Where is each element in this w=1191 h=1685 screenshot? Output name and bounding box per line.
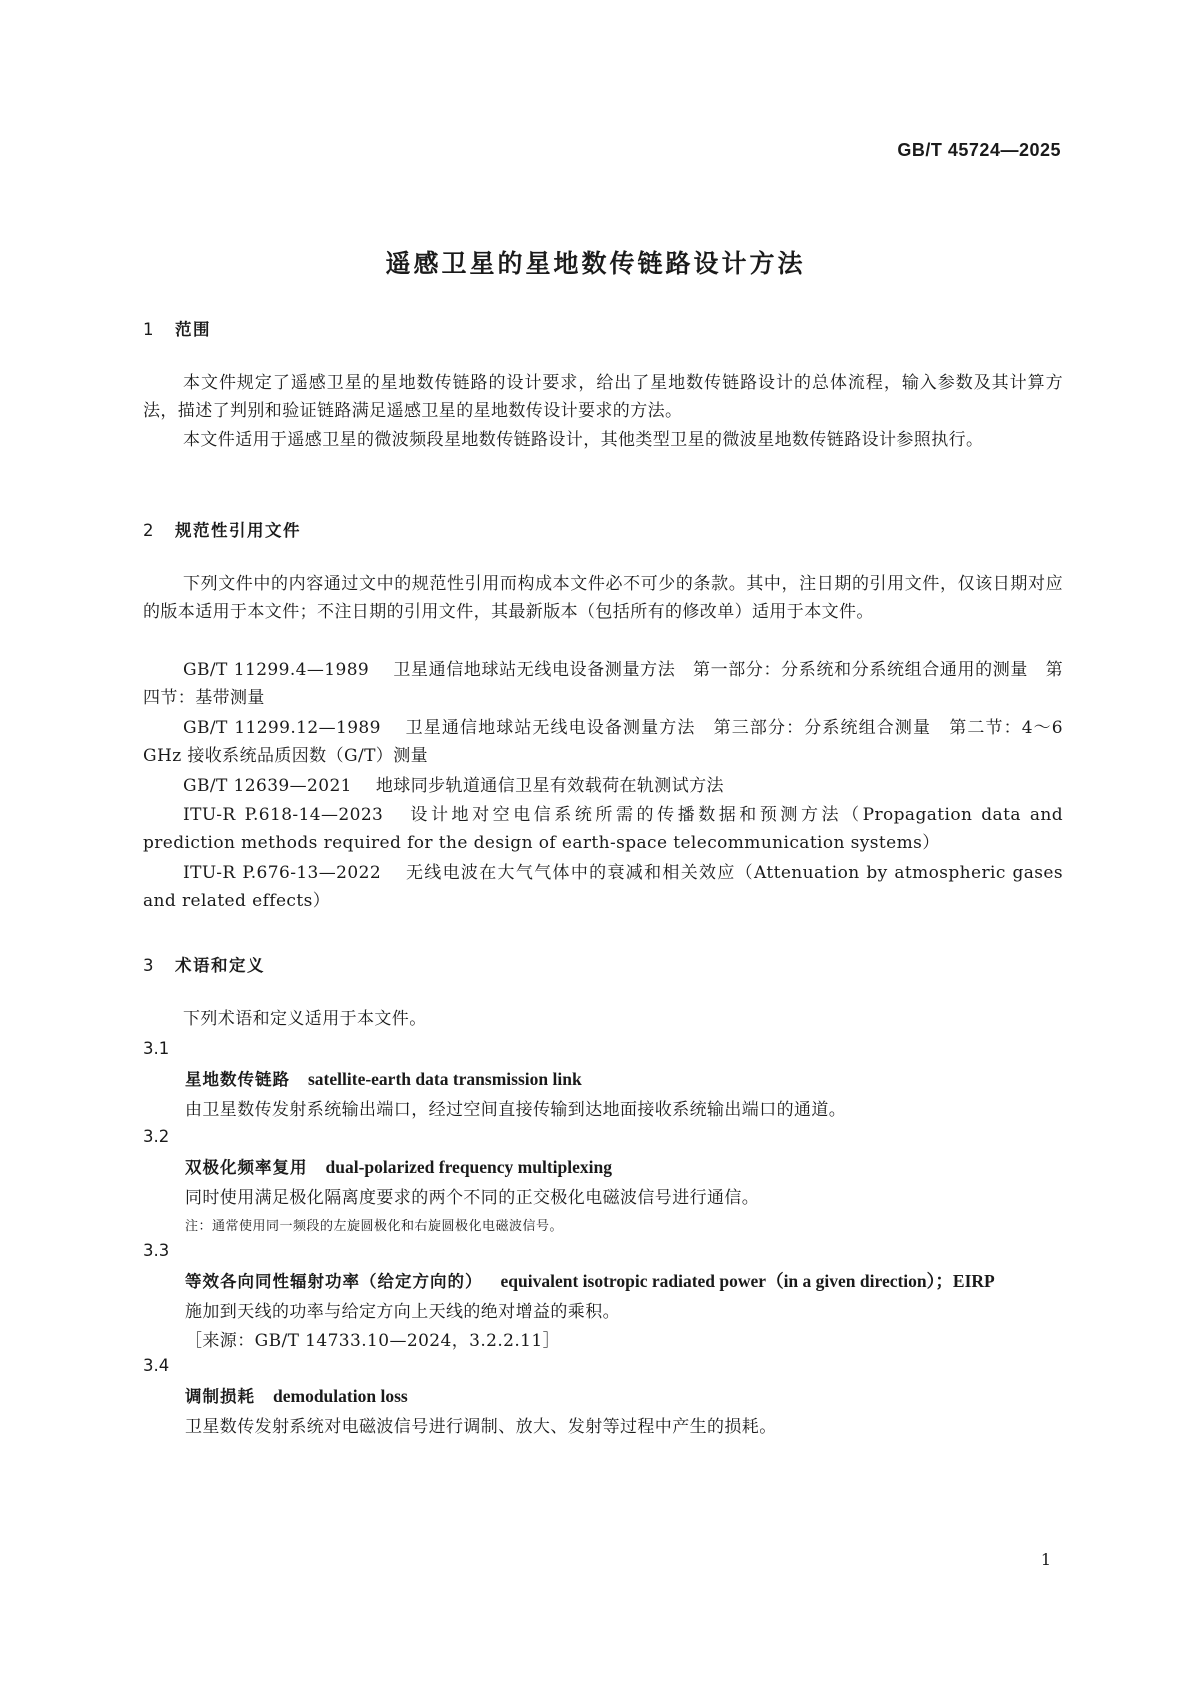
term-definition: 同时使用满足极化隔离度要求的两个不同的正交极化电磁波信号进行通信。 bbox=[185, 1188, 760, 1208]
reference-code: ITU-R P.618-14—2023 bbox=[183, 805, 384, 825]
term-heading bbox=[185, 1268, 995, 1293]
section-number: 2 bbox=[143, 521, 155, 540]
term-chinese: 双极化频率复用 bbox=[185, 1158, 308, 1177]
term-source: ［来源：GB/T 14733.10—2024，3.2.2.11］ bbox=[185, 1331, 561, 1351]
reference-title: 无线电波在大气气体中的衰减和相关效应（Attenuation by atmospheric gases and related effects） bbox=[143, 863, 1063, 911]
term-definition: 由卫星数传发射系统输出端口，经过空间直接传输到达地面接收系统输出端口的通道。 bbox=[185, 1100, 847, 1120]
term-heading bbox=[185, 1066, 582, 1090]
reference-code: ITU-R P.676-13—2022 bbox=[183, 863, 382, 883]
standard-code: GB/T 45724—2025 bbox=[897, 140, 1061, 160]
term-number: 3.3 bbox=[143, 1241, 170, 1260]
term-chinese: 星地数传链路 bbox=[185, 1070, 290, 1089]
term-heading bbox=[185, 1154, 612, 1178]
reference-title: 卫星通信地球站无线电设备测量方法 第一部分：分系统和分系统组合通用的测量 第四节：基带测量 bbox=[143, 660, 1064, 708]
section-1-heading bbox=[143, 316, 211, 340]
scope-paragraph-2: 本文件适用于遥感卫星的微波频段星地数传链路设计，其他类型卫星的微波星地数传链路设计参照执行。 bbox=[183, 430, 984, 450]
term-number: 3.1 bbox=[143, 1039, 170, 1058]
reference-entry bbox=[143, 859, 1063, 915]
reference-title: 地球同步轨道通信卫星有效载荷在轨测试方法 bbox=[375, 776, 724, 796]
reference-code: GB/T 11299.12—1989 bbox=[183, 718, 381, 738]
section-title: 范围 bbox=[175, 320, 211, 339]
term-definition: 施加到天线的功率与给定方向上天线的绝对增益的乘积。 bbox=[185, 1302, 620, 1322]
term-english: equivalent isotropic radiated power（in a given direction）；EIRP bbox=[500, 1271, 995, 1291]
term-definition: 卫星数传发射系统对电磁波信号进行调制、放大、发射等过程中产生的损耗。 bbox=[185, 1417, 777, 1437]
section-number: 3 bbox=[143, 956, 155, 975]
term-english: satellite-earth data transmission link bbox=[308, 1069, 582, 1089]
reference-title: 卫星通信地球站无线电设备测量方法 第三部分：分系统组合测量 第二节：4～6 GHz 接收系统品质因数（G/T）测量 bbox=[143, 718, 1064, 766]
term-english: demodulation loss bbox=[273, 1386, 408, 1406]
page-number: 1 bbox=[1040, 1550, 1051, 1569]
reference-entry bbox=[143, 801, 1063, 857]
reference-entry bbox=[143, 714, 1063, 770]
reference-entry bbox=[143, 656, 1063, 712]
scope-paragraph-1: 本文件规定了遥感卫星的星地数传链路的设计要求，给出了星地数传链路设计的总体流程，输入参数及其计算方法，描述了判别和验证链路满足遥感卫星的星地数传设计要求的方法。 bbox=[143, 373, 1063, 421]
reference-code: GB/T 11299.4—1989 bbox=[183, 660, 370, 680]
term-english: dual-polarized frequency multiplexing bbox=[325, 1157, 612, 1177]
section-title: 规范性引用文件 bbox=[175, 521, 301, 540]
document-title: 遥感卫星的星地数传链路设计方法 bbox=[385, 249, 806, 278]
term-chinese: 调制损耗 bbox=[185, 1387, 255, 1406]
section-title: 术语和定义 bbox=[175, 956, 265, 975]
term-number: 3.2 bbox=[143, 1127, 170, 1146]
term-heading bbox=[185, 1383, 408, 1407]
terms-intro: 下列术语和定义适用于本文件。 bbox=[183, 1009, 427, 1029]
reference-entry bbox=[143, 772, 1063, 800]
term-number: 3.4 bbox=[143, 1356, 170, 1375]
section-3-heading bbox=[143, 952, 265, 976]
section-number: 1 bbox=[143, 320, 155, 339]
section-2-heading bbox=[143, 517, 301, 541]
reference-code: GB/T 12639—2021 bbox=[183, 776, 352, 796]
normative-references-intro: 下列文件中的内容通过文中的规范性引用而构成本文件必不可少的条款。其中，注日期的引用文件，仅该日期对应的版本适用于本文件；不注日期的引用文件，其最新版本（包括所有的修改单）适用于本文件。 bbox=[143, 574, 1063, 622]
term-chinese: 等效各向同性辐射功率（给定方向的） bbox=[185, 1272, 483, 1291]
term-note: 注：通常使用同一频段的左旋圆极化和右旋圆极化电磁波信号。 bbox=[185, 1219, 564, 1234]
reference-title: 设计地对空电信系统所需的传播数据和预测方法（Propagation data and prediction methods required for the design of earth-space telecommunication systems） bbox=[143, 805, 1063, 853]
